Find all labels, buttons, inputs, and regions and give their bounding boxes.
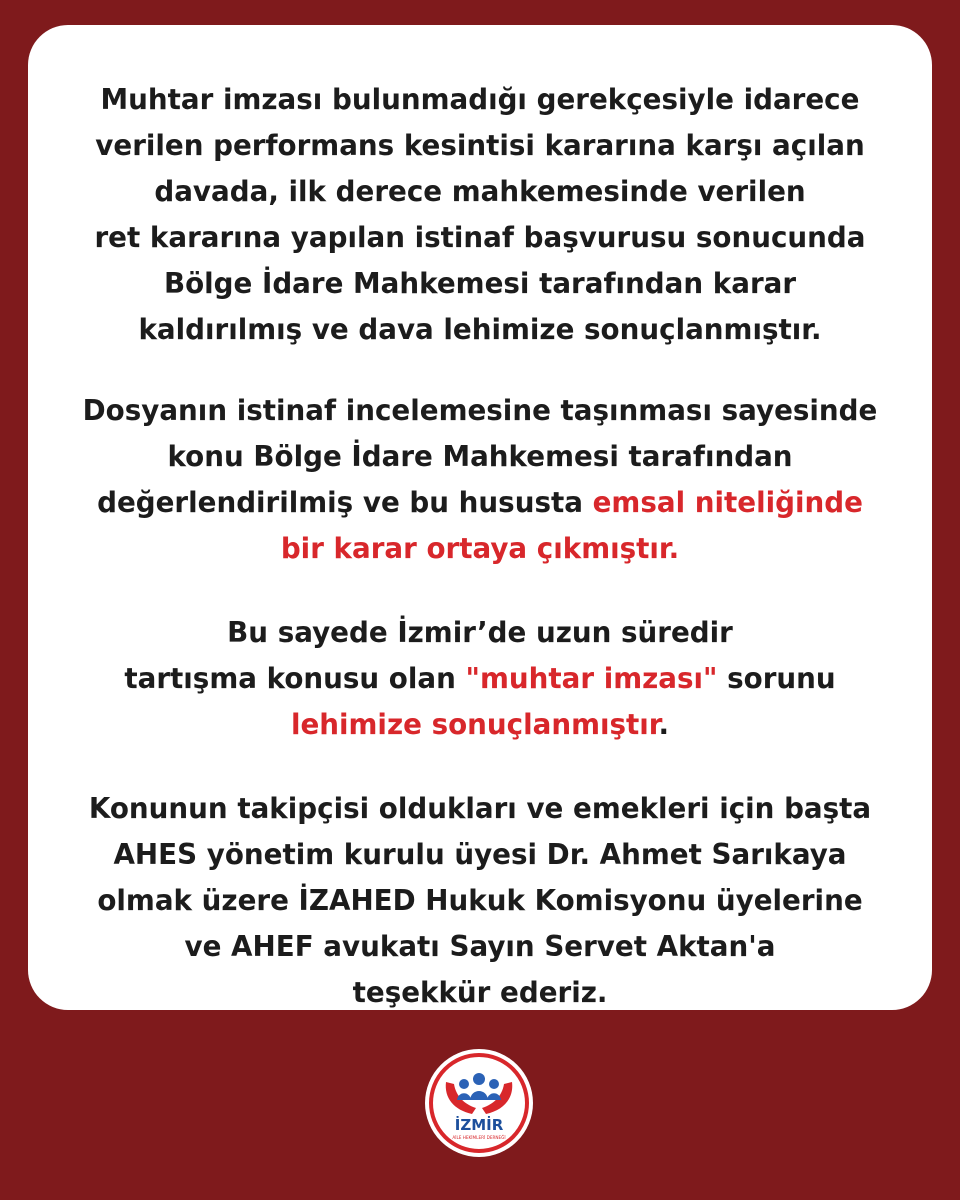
logo-name: İZMİR bbox=[454, 1116, 504, 1134]
paragraph-4-line-5: teşekkür ederiz. bbox=[352, 976, 608, 1009]
paragraph-2 bbox=[28, 388, 932, 572]
paragraph-4-line-2: AHES yönetim kurulu üyesi Dr. Ahmet Sarıkaya bbox=[113, 838, 847, 871]
paragraph-1-line-4: ret kararına yapılan istinaf başvurusu sonucunda bbox=[94, 221, 866, 254]
paragraph-1 bbox=[28, 77, 932, 353]
paragraph-3-line-2-highlight: "muhtar imzası" bbox=[465, 662, 718, 695]
logo-svg bbox=[424, 1048, 534, 1158]
paragraph-2-line-3-text: değerlendirilmiş ve bu hususta bbox=[97, 486, 593, 519]
paragraph-3-line-3-highlight: lehimize sonuçlanmıştır bbox=[290, 708, 659, 741]
paragraph-1-line-3: davada, ilk derece mahkemesinde verilen bbox=[154, 175, 806, 208]
paragraph-2-line-2: konu Bölge İdare Mahkemesi tarafından bbox=[167, 440, 793, 473]
paragraph-2-line-1: Dosyanın istinaf incelemesine taşınması sayesinde bbox=[82, 394, 878, 427]
paragraph-2-line-4-highlight: bir karar ortaya çıkmıştır. bbox=[280, 532, 680, 565]
paragraph-3-line-2-text-after: sorunu bbox=[717, 662, 836, 695]
paragraph-1-line-5: Bölge İdare Mahkemesi tarafından karar bbox=[163, 267, 797, 300]
paragraph-2-line-3-highlight: emsal niteliğinde bbox=[592, 486, 863, 519]
paragraph-4 bbox=[28, 786, 932, 1016]
announcement-card bbox=[28, 25, 932, 1010]
paragraph-1-line-1: Muhtar imzası bulunmadığı gerekçesiyle idarece bbox=[100, 83, 860, 116]
paragraph-3-line-3-text-after: . bbox=[658, 708, 670, 741]
izmir-family-physicians-association-logo-icon bbox=[424, 1048, 534, 1158]
paragraph-3 bbox=[28, 610, 932, 748]
paragraph-4-line-3: olmak üzere İZAHED Hukuk Komisyonu üyelerine bbox=[97, 884, 863, 917]
logo-subtitle: AİLE HEKİMLERİ DERNEĞİ bbox=[452, 1135, 506, 1140]
paragraph-3-line-1: Bu sayede İzmir’de uzun süredir bbox=[227, 616, 733, 649]
paragraph-3-line-2-text-before: tartışma konusu olan bbox=[124, 662, 466, 695]
paragraph-3-line-2 bbox=[40, 656, 920, 702]
paragraph-3-line-3 bbox=[40, 702, 920, 748]
paragraph-1-line-2: verilen performans kesintisi kararına karşı açılan bbox=[95, 129, 865, 162]
paragraph-4-line-4: ve AHEF avukatı Sayın Servet Aktan'a bbox=[184, 930, 776, 963]
paragraph-4-line-1: Konunun takipçisi oldukları ve emekleri için başta bbox=[88, 792, 872, 825]
paragraph-1-line-6: kaldırılmış ve dava lehimize sonuçlanmıştır. bbox=[138, 313, 822, 346]
paragraph-2-line-3 bbox=[40, 480, 920, 526]
